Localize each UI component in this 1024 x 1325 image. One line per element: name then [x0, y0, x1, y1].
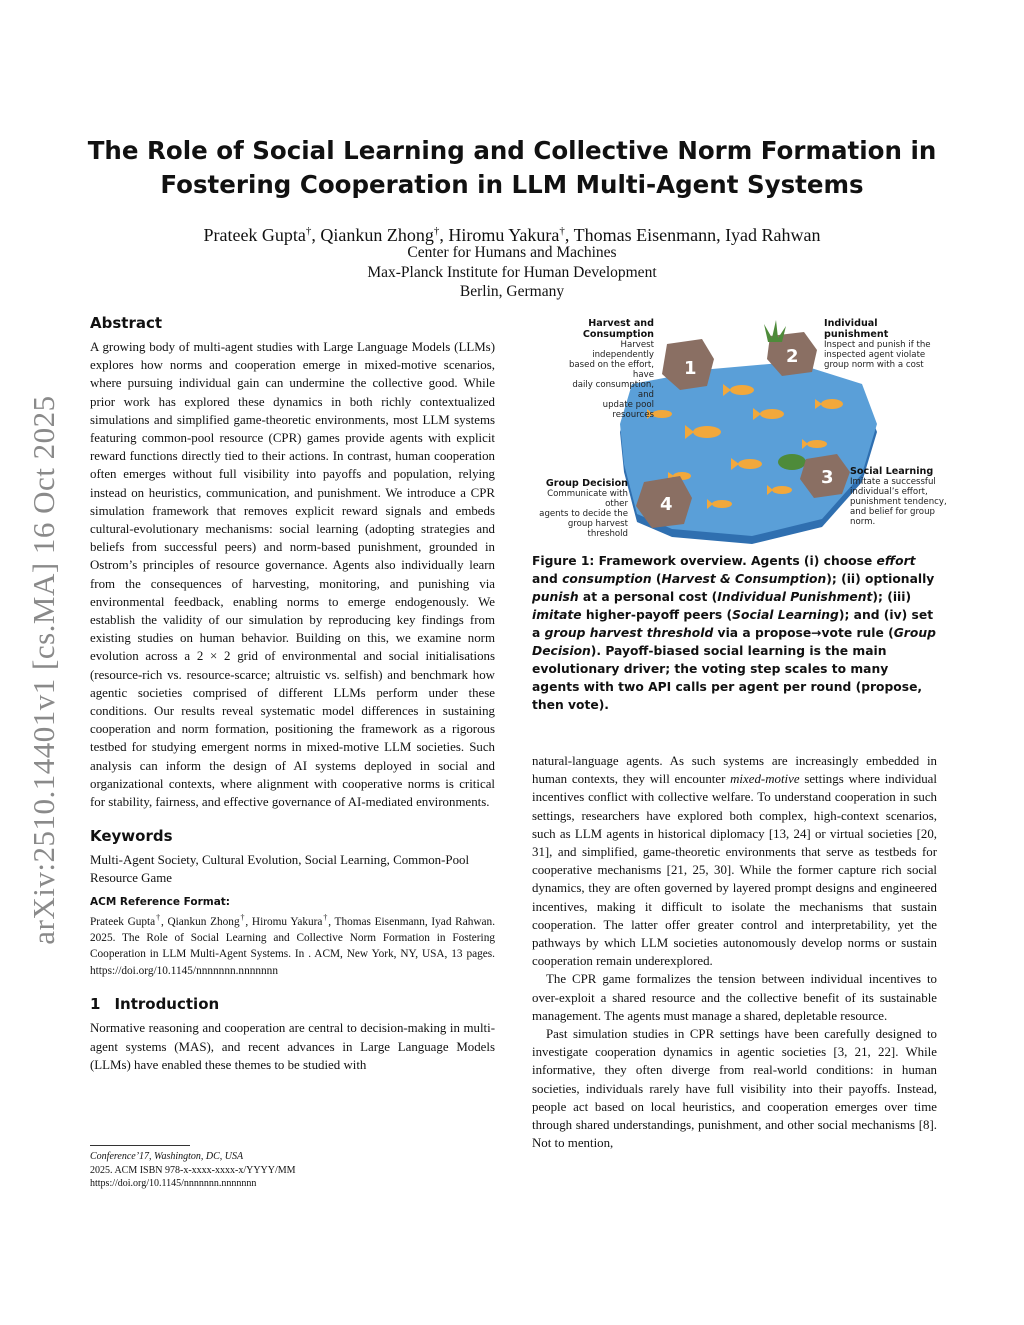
footer — [90, 1145, 390, 1191]
step3-label — [850, 466, 950, 527]
arxiv-sidebar — [24, 370, 64, 970]
step2-desc-1: Inspect and punish if the — [824, 340, 931, 350]
step4-title: Group Decision — [545, 478, 628, 489]
introduction-heading — [90, 995, 495, 1013]
step4-label — [532, 478, 628, 539]
intro-p1-part-b: settings where individual incentives conflict with collective welfare. To understand cooperation in such settings, researchers have explored both complex, high-context scenarios, such as LLM agents in historical diplomacy [13, 24] or virtual societies [20, 31], and simplified, game-theoretic environments that serve as testbeds for cooperative mechanisms [21, 25, 30]. While the former capture rich social dynamics, they are often governed by layered prompt designs and engineered incentives, making it difficult to isolate the mechanisms that sustain cooperation. The latter offer greater control and interpretability, yet the pathways by which LLM societies autonomously develop norms or sustain cooperation remain underexplored. — [532, 772, 937, 969]
acm-reference-heading: ACM Reference Format: — [90, 895, 230, 908]
step2-desc-2: inspected agent violate — [824, 350, 926, 360]
step1-title-b: Consumption — [582, 329, 654, 340]
keywords-heading: Keywords — [90, 827, 173, 846]
step4-desc-1: Communicate with other — [547, 489, 628, 509]
step2-title-b: punishment — [824, 329, 889, 340]
step-number-3: 3 — [821, 467, 834, 488]
dagger-3: † — [559, 225, 565, 237]
affiliation-line-2: Max-Planck Institute for Human Development — [367, 263, 657, 281]
author-3: Hiromu Yakura — [448, 225, 560, 245]
acm-reference-text — [90, 910, 495, 980]
step1-title-a: Harvest and — [588, 318, 654, 329]
intro-paragraph-2: The CPR game formalizes the tension between individual incentives to over-exploit a shared resource and the collective benefit of its sustainable management. The agents must manage a shared, depletable resource. — [532, 972, 937, 1023]
author-2: Qiankun Zhong — [320, 225, 434, 245]
section-number: 1 — [90, 995, 101, 1014]
caption-emph: consumption — [562, 572, 652, 586]
paper-title — [80, 134, 944, 202]
caption-part: higher-payoff peers ( — [581, 608, 733, 622]
step2-desc-3: group norm with a cost — [824, 360, 924, 370]
step1-desc-1: Harvest independently — [592, 340, 654, 360]
caption-part: and — [532, 572, 563, 586]
caption-emph: Individual Punishment — [717, 590, 873, 604]
step1-desc-2: based on the effort, have — [568, 360, 654, 380]
step3-title: Social Learning — [850, 466, 934, 477]
acm-dagger-3: † — [322, 912, 329, 922]
caption-part: ). Payoff-biased social learning is the main evolutionary driver; the voting step scales to many agents with two API calls per agent per round (propose, then vote). — [532, 644, 923, 712]
caption-emph: punish — [532, 590, 579, 604]
acm-dagger-1: † — [155, 912, 161, 922]
step3-desc-5: norm. — [850, 517, 876, 527]
left-column — [90, 314, 495, 1074]
affiliation — [80, 243, 944, 302]
step3-desc-4: and belief for group — [850, 507, 935, 517]
caption-emph: group harvest threshold — [544, 626, 714, 640]
caption-part: via a propose→vote rule ( — [713, 626, 894, 640]
step2-title-a: Individual — [824, 318, 878, 329]
arxiv-identifier: arXiv:2510.14401v1 [cs.MA] 16 Oct 2025 — [26, 395, 61, 945]
lily-pad — [778, 454, 806, 470]
caption-emph: Harvest & Consumption — [661, 572, 827, 586]
caption-part: at a personal cost ( — [578, 590, 718, 604]
affiliation-line-3: Berlin, Germany — [459, 283, 565, 300]
acm-dagger-2: † — [239, 912, 246, 922]
author-list: Prateek Gupta†, Qiankun Zhong†, Hiromu Yakura†, Thomas Eisenmann, Iyad Rahwan — [203, 225, 821, 245]
abstract-heading: Abstract — [90, 314, 163, 332]
step3-desc-1: Imitate a successful — [850, 477, 936, 487]
dagger-1: † — [305, 225, 312, 237]
caption-emph: effort — [876, 554, 916, 568]
acm-author-2: , Qiankun Zhong — [160, 915, 240, 928]
intro-text-left: Normative reasoning and cooperation are central to decision-making in multi-agent systems (MAS), and recent advances in Large Language Models (LLMs) have enabled these themes to be studied with — [90, 1021, 495, 1072]
affiliation-line-1: Center for Humans and Machines — [407, 244, 617, 261]
acm-citation: Iyad Rahwan. 2025. The Role of Social Learning and Collective Norm Formation in Fostering Cooperation in LLM Multi-Agent Systems. In . ACM, New York, NY, USA, 13 pages. https://doi.org/10.1145/nnnnnnn.nnnnnnn — [90, 915, 496, 977]
caption-emph: Group Decision — [532, 626, 936, 658]
acm-author-4: , Thomas Eisenmann, — [328, 915, 428, 928]
footer-doi: https://doi.org/10.1145/nnnnnnn.nnnnnnn — [90, 1178, 257, 1189]
right-column — [532, 752, 937, 1152]
caption-emph: Social Learning — [732, 608, 839, 622]
framework-figure — [532, 314, 952, 546]
caption-part: ); (iii) — [872, 590, 912, 604]
keywords-text: Multi-Agent Society, Cultural Evolution, Social Learning, Common-Pool Resource Game — [90, 853, 470, 886]
footer-venue: Conference’17, Washington, DC, USA — [90, 1151, 244, 1162]
step1-desc-4: update pool resources — [602, 400, 654, 420]
step3-desc-3: punishment tendency, — [850, 497, 947, 507]
step4-desc-2: agents to decide the — [539, 509, 628, 519]
acm-author-3: , Hiromu Yakura — [245, 915, 323, 928]
step-number-2: 2 — [786, 346, 799, 367]
section-title: Introduction — [114, 995, 220, 1014]
title-line-2: Fostering Cooperation in LLM Multi-Agent Systems — [160, 170, 864, 199]
intro-paragraph-1 — [532, 752, 937, 970]
figure-caption — [532, 552, 937, 714]
dagger-2: † — [433, 225, 440, 237]
footer-rule — [90, 1145, 190, 1146]
author-rest: Thomas Eisenmann, Iyad Rahwan — [573, 225, 821, 245]
plant-icon — [764, 320, 786, 342]
step-number-1: 1 — [684, 358, 697, 379]
step-number-4: 4 — [660, 494, 673, 515]
acm-author-1: Prateek Gupta — [90, 915, 156, 928]
caption-emph: imitate — [532, 608, 582, 622]
intro-p1-emph: mixed-motive — [730, 772, 800, 787]
footer-isbn: 2025. ACM ISBN 978-x-xxxx-xxxx-x/YYYY/MM — [90, 1164, 296, 1176]
intro-p1-part-a: natural-language agents. As such systems are increasingly embedded in human contexts, they will encounter — [532, 754, 937, 787]
step1-desc-3: daily consumption, and — [572, 380, 654, 400]
step4-desc-3: group harvest threshold — [567, 519, 628, 539]
title-line-1: The Role of Social Learning and Collective Norm Formation in — [87, 136, 937, 165]
step2-label — [824, 318, 944, 370]
intro-paragraph-3: Past simulation studies in CPR settings have been carefully designed to investigate cooperation dynamics in agentic societies [3, 21, 22]. While informative, they often diverge from real-world conditions: in human societies, individuals rarely have full visibility into their payoffs. Instead, people act based on local heuristics, and cooperation emerges over time through shared understandings, punishment, and other social mechanisms [8]. Not to mention, — [532, 1027, 937, 1151]
caption-part: ); and (iv) set a — [532, 608, 934, 640]
author-1: Prateek Gupta — [203, 225, 306, 245]
step1-label — [560, 318, 654, 420]
abstract-text: A growing body of multi-agent studies with Large Language Models (LLMs) explores how norms and cooperation emerge in mixed-motive scenarios, where pursuing individual gain can undermine the collective good. While prior work has explored these dynamics in both richly contextualized simulations and simplified game-theoretic environments, most LLM systems featuring common-pool resource (CPR) games provide agents with explicit reward functions directly tied to their actions. In contrast, human cooperation often emerges without full visibility into payoffs and population, relying instead on heuristics, communication, and punishment. We introduce a CPR simulation framework that removes explicit reward signals and embeds cultural-evolutionary mechanisms: social learning (adopting strategies and beliefs from successful peers) and norm-based punishment, grounded in Ostrom’s principles of resource governance. Agents also individually learn from the consequences of harvesting, monitoring, and punishing via environmental feedback, enabling norms to emerge endogenously. We establish the validity of our simulation by reproducing key findings from existing studies on human behavior. Building on this, we examine norm evolution across a 2 × 2 grid of environmental and social initialisations (resource-rich vs. resource-scarce; altruistic vs. selfish) and benchmark how agentic societies comprised of different LLMs perform under these conditions. Our results reveal systematic model differences in sustaining cooperation and norm formation, positioning the framework as a rigorous testbed for studying emergent norms in mixed-motive LLM societies. Such analysis can inform the design of AI systems deployed in social and organizational contexts, where alignment with cooperative norms is critical for stability, fairness, and effective governance of AI-mediated environments. — [90, 340, 495, 810]
caption-part: ); (ii) optionally — [826, 572, 935, 586]
step3-desc-2: individual’s effort, — [850, 487, 928, 497]
caption-part: Figure 1: Framework overview. Agents (i) choose — [532, 554, 877, 568]
caption-part: ( — [651, 572, 662, 586]
